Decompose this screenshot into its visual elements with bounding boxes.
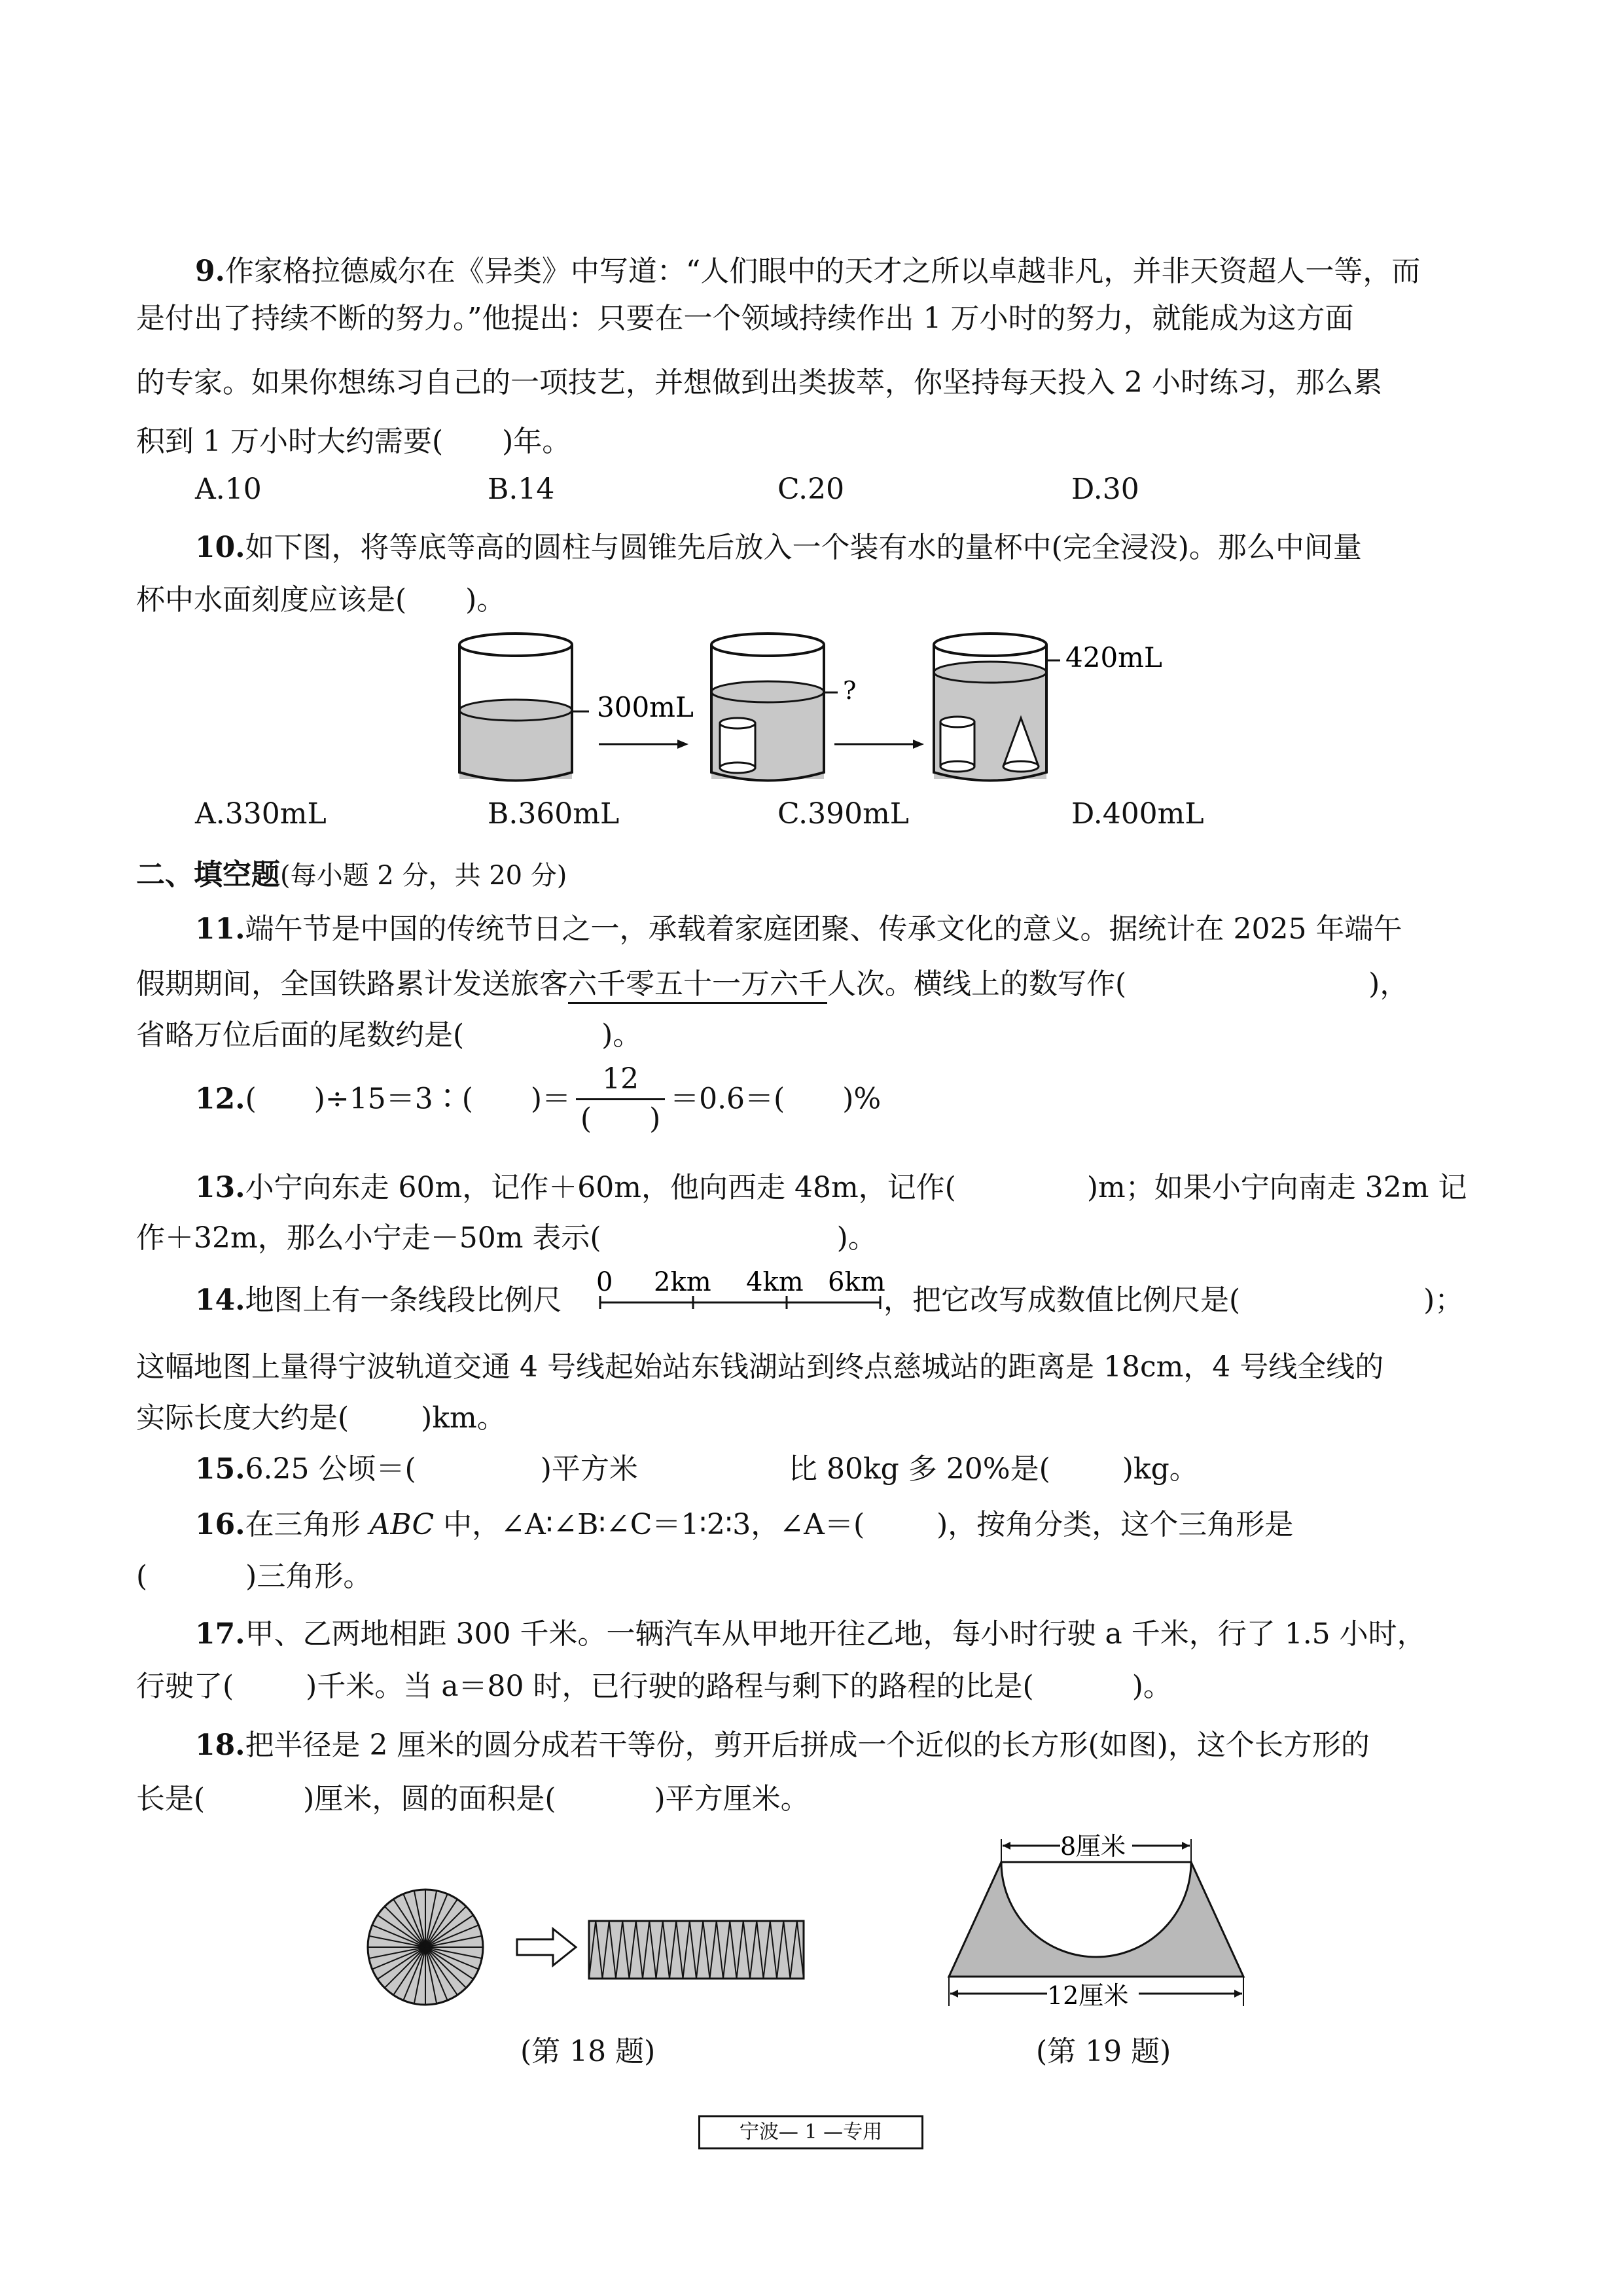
trapezoid-with-semicircle (949, 1862, 1243, 1977)
q11-line2: 假期期间，全国铁路累计发送旅客六千零五十一万六千人次。横线上的数写作( )， (136, 960, 1408, 1002)
approx-rectangle (589, 1921, 804, 1979)
q12-fraction: $\frac{12}{( )}$ (576, 1060, 665, 1138)
q17-line1: 17.甲、乙两地相距 300 千米。一辆汽车从甲地开往乙地，每小时行驶 a 千米，行了 1.5 小时， (195, 1617, 1426, 1651)
q14-line1a: 14.地图上有一条线段比例尺 (195, 1283, 562, 1317)
q18-caption: (第 18 题) (520, 2035, 656, 2068)
q18-number: 18. (195, 1729, 245, 1762)
q11-number: 11. (195, 912, 245, 946)
top-dimension (1001, 1833, 1191, 1862)
q10-number: 10. (195, 531, 245, 564)
q9-line3: 的专家。如果你想练习自己的一项技艺，并想做到出类拔萃，你坚持每天投入 2 小时练习，那么累 (136, 366, 1382, 399)
q15-part2: 比 80kg 多 20%是( )kg。 (789, 1452, 1198, 1486)
q17-number: 17. (195, 1617, 245, 1651)
scale-label-0: 0 (596, 1271, 613, 1297)
q12-line: 12.( )÷15＝3∶( )＝ $\frac{12}{( )}$ ＝0.6＝( )% (195, 1060, 881, 1138)
q15-part1: 15.6.25 公顷＝( )平方米 (195, 1452, 638, 1486)
q9-line1: 9.作家格拉德威尔在《异类》中写道：“人们眼中的天才之所以卓越非凡，并非天资超人一等，而 (195, 255, 1421, 288)
q17-line2: 行驶了( )千米。当 a＝80 时，已行驶的路程与剩下的路程的比是( )。 (136, 1670, 1172, 1703)
q13-number: 13. (195, 1171, 245, 1204)
q11-line1: 11.端午节是中国的传统节日之一，承载着家庭团聚、传承文化的意义。据统计在 2025 年端午 (195, 912, 1402, 946)
q10-figure (452, 632, 1237, 789)
q13-line2: 作＋32m，那么小宁走－50m 表示( )。 (136, 1221, 877, 1255)
section-2-heading: 二、填空题(每小题 2 分，共 20 分) (136, 858, 567, 891)
q19-figure (942, 1833, 1257, 2009)
q9-option-a[interactable]: A.10 (195, 473, 262, 506)
scale-label-2km: 2km (654, 1271, 711, 1297)
q14-line1b: ，把它改写成数值比例尺是( )； (883, 1283, 1464, 1317)
q16-line1: 16.在三角形 ABC 中，∠A∶∠B∶∠C＝1∶2∶3，∠A＝( )，按角分类，这个三角形是 (195, 1508, 1294, 1541)
divided-circle (368, 1890, 483, 2005)
bottom-dimension (949, 1977, 1243, 2009)
q16-line2: ( )三角形。 (136, 1560, 372, 1593)
q9-option-d[interactable]: D.30 (1071, 473, 1139, 506)
label-question-mark: ? (843, 676, 857, 705)
page-footer: 宁波— 1 —专用 (698, 2115, 923, 2149)
measuring-cup-1 (459, 634, 572, 781)
q10-option-b[interactable]: B.360mL (488, 797, 620, 831)
cylinder-shape (940, 717, 974, 772)
measuring-cup-3 (934, 634, 1046, 781)
q10-option-a[interactable]: A.330mL (195, 797, 327, 831)
q11-line3: 省略万位后面的尾数约是( )。 (136, 1018, 642, 1052)
label-300ml: 300mL (597, 691, 694, 723)
q18-line2: 长是( )厘米，圆的面积是( )平方厘米。 (136, 1782, 810, 1816)
label-420ml: 420mL (1065, 641, 1162, 673)
q9-number: 9. (195, 255, 225, 288)
q9-line4: 积到 1 万小时大约需要( )年。 (136, 425, 571, 458)
q15-number: 15. (195, 1452, 245, 1486)
q19-caption: (第 19 题) (1036, 2035, 1171, 2068)
q18-line1: 18.把半径是 2 厘米的圆分成若干等份，剪开后拼成一个近似的长方形(如图)，这个长方形的 (195, 1729, 1370, 1762)
q9-option-c[interactable]: C.20 (777, 473, 845, 506)
bottom-length-label: 12厘米 (1047, 1981, 1129, 2009)
q14-number: 14. (195, 1283, 245, 1317)
q14-line3: 实际长度大约是( )km。 (136, 1401, 506, 1435)
q18-figure (363, 1882, 821, 2019)
measuring-cup-2 (711, 634, 824, 781)
q14-line2: 这幅地图上量得宁波轨道交通 4 号线起始站东钱湖站到终点慈城站的距离是 18cm，4 号线全线的 (136, 1350, 1384, 1384)
top-length-label: 8厘米 (1060, 1833, 1126, 1861)
hollow-arrow-icon (517, 1929, 576, 1965)
q12-number: 12. (195, 1082, 245, 1116)
cylinder-shape (720, 718, 755, 773)
q10-option-c[interactable]: C.390mL (777, 797, 910, 831)
scale-label-6km: 6km (828, 1271, 885, 1297)
q10-line1: 10.如下图，将等底等高的圆柱与圆锥先后放入一个装有水的量杯中(完全浸没)。那么中间量 (195, 531, 1362, 564)
q10-option-d[interactable]: D.400mL (1071, 797, 1204, 831)
q13-line1: 13.小宁向东走 60m，记作＋60m，他向西走 48m，记作( )m；如果小宁向南走 32m 记 (195, 1171, 1467, 1204)
q14-scale-bar (592, 1271, 887, 1323)
q16-number: 16. (195, 1508, 245, 1541)
q9-option-b[interactable]: B.14 (488, 473, 555, 506)
scale-label-4km: 4km (746, 1271, 804, 1297)
q10-line2: 杯中水面刻度应该是( )。 (136, 583, 506, 617)
q9-line2: 是付出了持续不断的努力。”他提出：只要在一个领域持续作出 1 万小时的努力，就能成为这方面 (136, 302, 1354, 335)
